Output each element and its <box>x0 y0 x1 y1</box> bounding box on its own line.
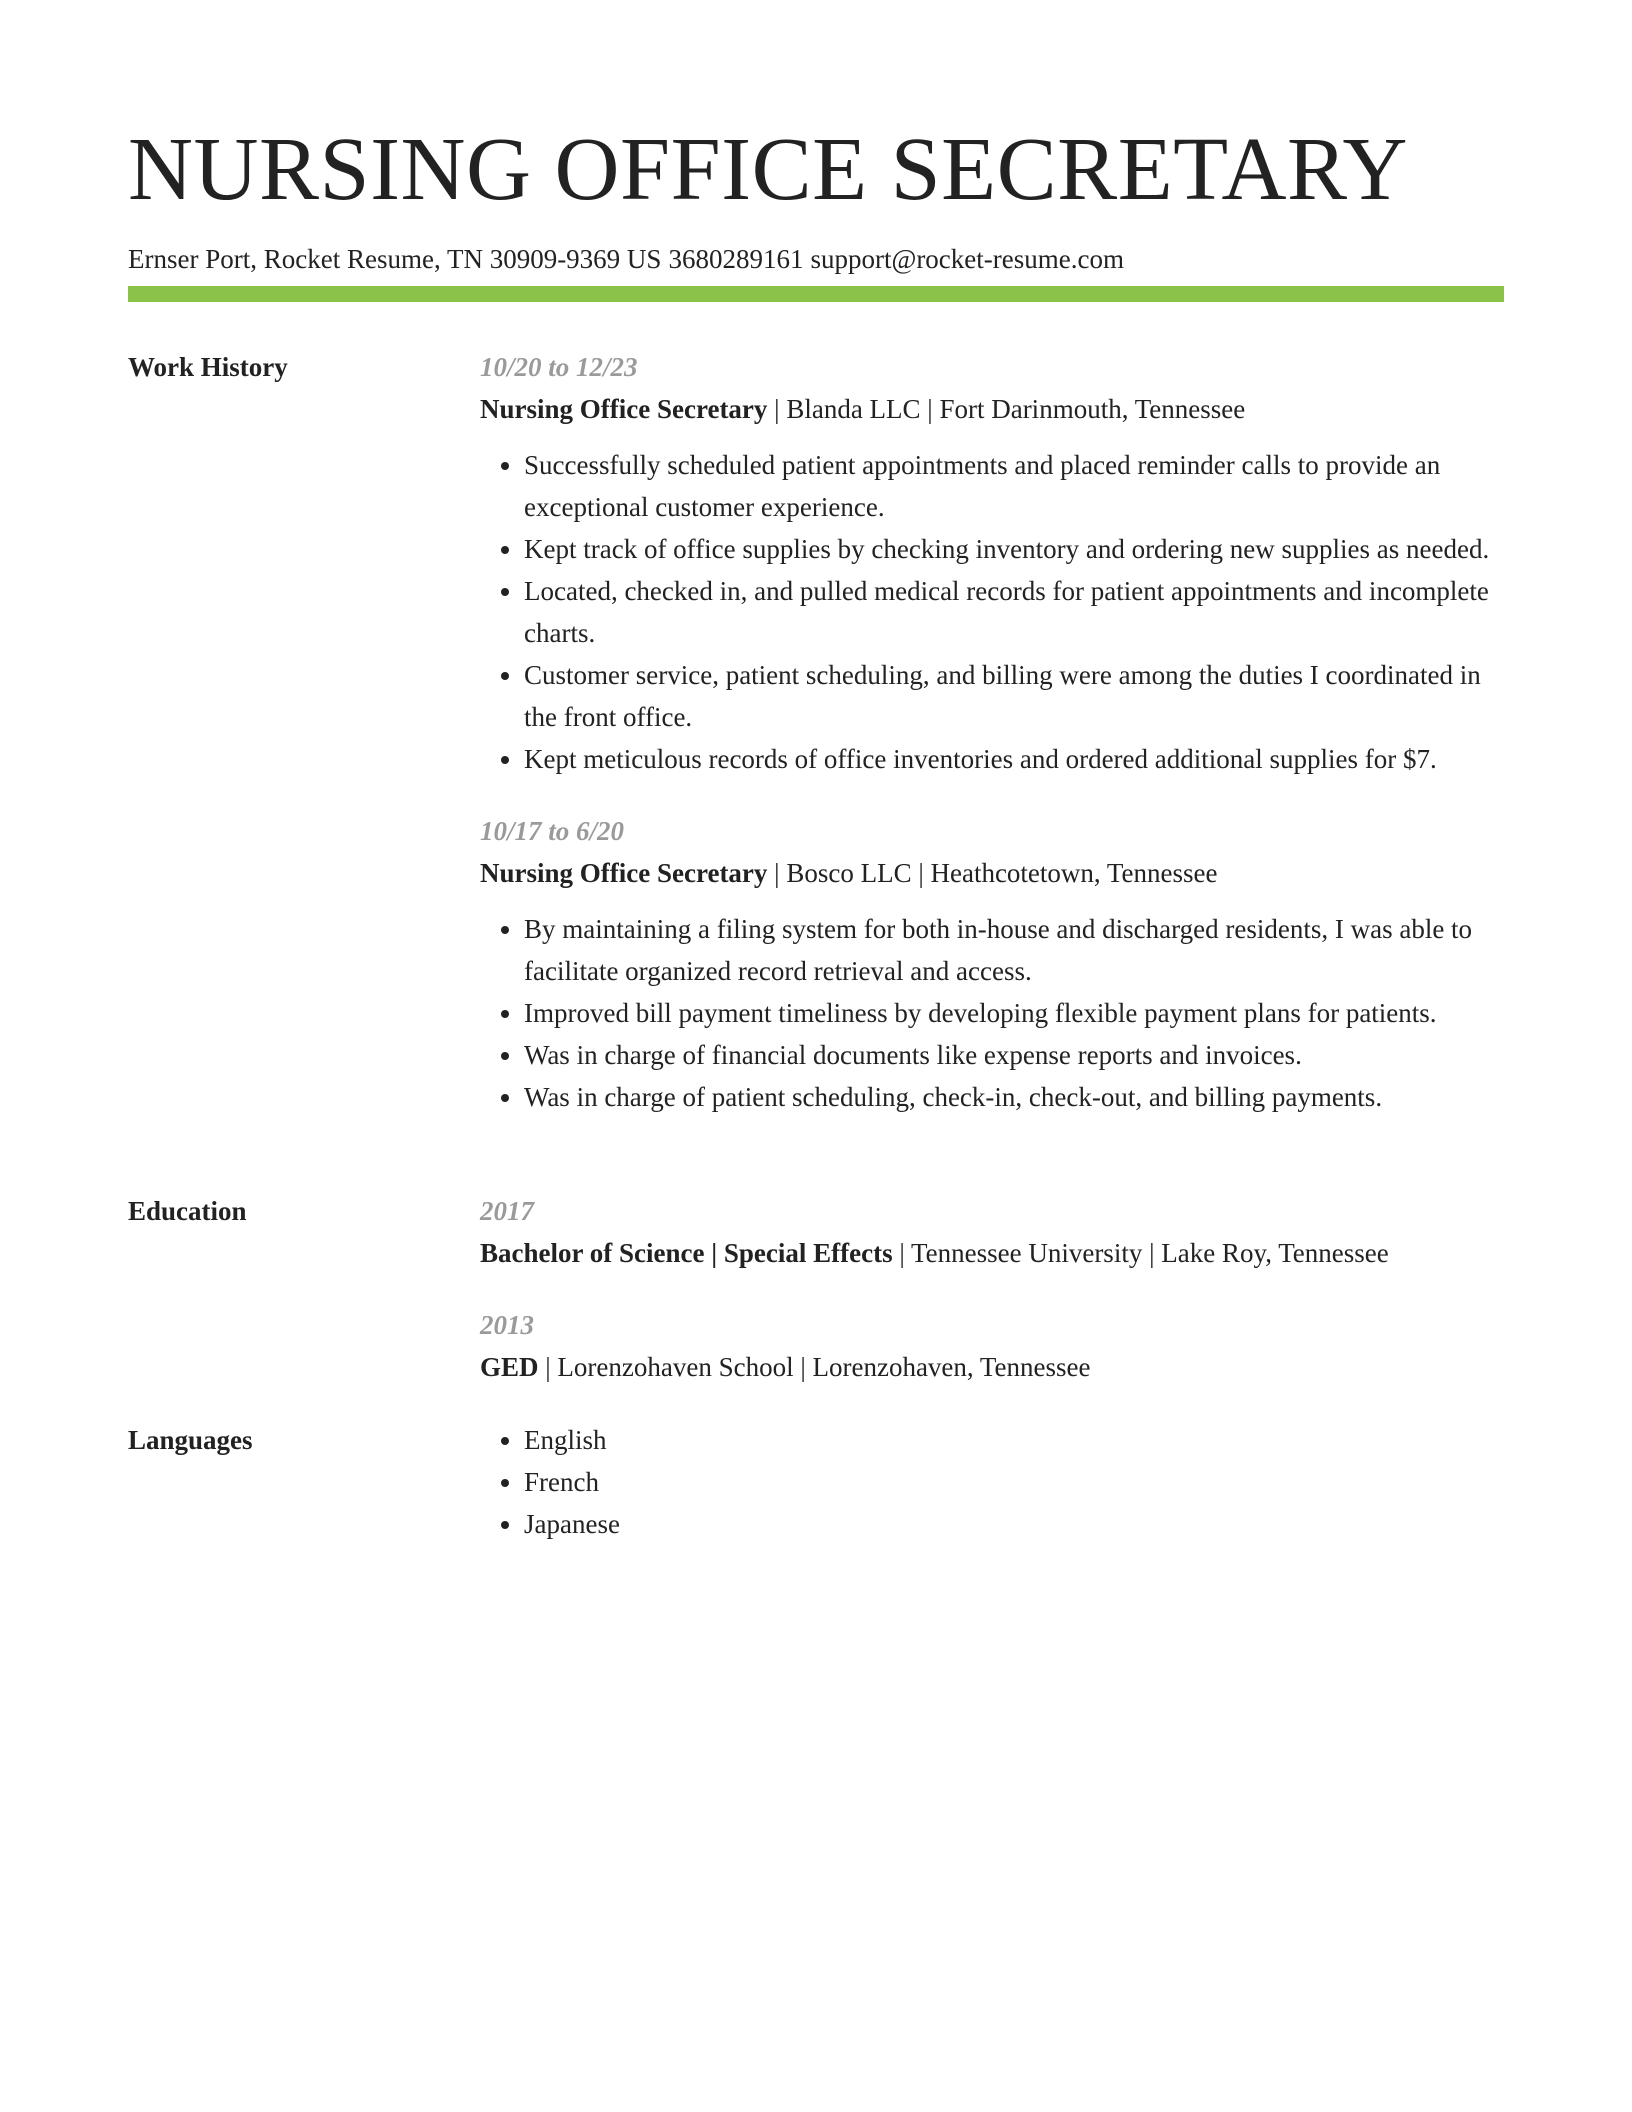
job-bullet: • Kept meticulous records of office inventories and ordered additional supplies for $7. <box>524 738 1504 780</box>
education-title-line <box>480 1232 1504 1274</box>
job-details: | Blanda LLC | Fort Darinmouth, Tennessee <box>767 394 1246 424</box>
languages-body <box>480 1419 1504 1545</box>
education-body <box>480 1190 1504 1418</box>
education-degree: GED <box>480 1352 539 1382</box>
education-title-line <box>480 1346 1504 1388</box>
language-item: • French <box>524 1461 1504 1503</box>
section-label-work-history: Work History <box>128 352 288 382</box>
education-details: | Lorenzohaven School | Lorenzohaven, Tennessee <box>538 1352 1091 1382</box>
language-item: • English <box>524 1419 1504 1461</box>
education-degree: Bachelor of Science | Special Effects <box>480 1238 893 1268</box>
job-bullet: • Kept track of office supplies by checking inventory and ordering new supplies as needed. <box>524 528 1504 570</box>
contact-phone: 3680289161 <box>668 244 804 274</box>
job-title: Nursing Office Secretary <box>480 394 768 424</box>
job-bullet: • Successfully scheduled patient appointments and placed reminder calls to provide an exceptional customer experience. <box>524 444 1504 528</box>
job-bullet: • Improved bill payment timeliness by developing flexible payment plans for patients. <box>524 992 1504 1034</box>
job-dates: 10/20 to 12/23 <box>480 352 638 382</box>
education-year: 2013 <box>480 1310 534 1340</box>
language-list <box>480 1419 1504 1545</box>
education-entry <box>480 1304 1504 1388</box>
work-history-body <box>480 346 1504 1148</box>
contact-line <box>128 242 1504 276</box>
candidate-title: NURSING OFFICE SECRETARY <box>128 120 1408 219</box>
job-bullet: • Was in charge of financial documents like expense reports and invoices. <box>524 1034 1504 1076</box>
section-label-languages: Languages <box>128 1425 253 1455</box>
education-year: 2017 <box>480 1196 534 1226</box>
job-title-line <box>480 388 1504 430</box>
job-dates: 10/17 to 6/20 <box>480 816 625 846</box>
job-bullet: • By maintaining a filing system for both in-house and discharged residents, I was able to facilitate organized record retrieval and access. <box>524 908 1504 992</box>
contact-address: Ernser Port, Rocket Resume, TN 30909-9369 US <box>128 244 662 274</box>
job-entry <box>480 810 1504 1118</box>
contact-email: support@rocket-resume.com <box>810 244 1124 274</box>
header-divider <box>128 286 1504 302</box>
job-bullets <box>480 908 1504 1118</box>
job-bullet: • Customer service, patient scheduling, and billing were among the duties I coordinated in the front office. <box>524 654 1504 738</box>
education-entry <box>480 1190 1504 1274</box>
job-title-line <box>480 852 1504 894</box>
job-bullet: • Located, checked in, and pulled medical records for patient appointments and incomplete charts. <box>524 570 1504 654</box>
job-bullet: • Was in charge of patient scheduling, check-in, check-out, and billing payments. <box>524 1076 1504 1118</box>
resume-header <box>128 118 1504 276</box>
education-details: | Tennessee University | Lake Roy, Tennessee <box>892 1238 1389 1268</box>
job-title: Nursing Office Secretary <box>480 858 768 888</box>
language-item: • Japanese <box>524 1503 1504 1545</box>
job-bullets <box>480 444 1504 780</box>
job-details: | Bosco LLC | Heathcotetown, Tennessee <box>767 858 1218 888</box>
job-entry <box>480 346 1504 780</box>
section-label-education: Education <box>128 1196 247 1226</box>
